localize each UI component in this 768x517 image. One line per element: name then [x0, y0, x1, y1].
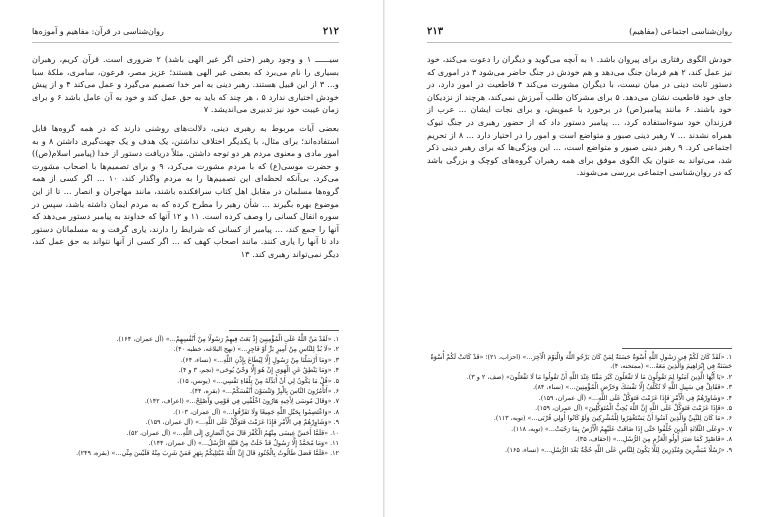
footnote-rule — [622, 348, 732, 349]
footnote: ۶. «أَتَأْمُرُونَ النَّاسَ بِالْبِرِّ وَتَنْسَوْنَ أَنْفُسَكُمْ...» (بقره، ۴۴). — [190, 387, 339, 396]
left-running-header — [32, 26, 339, 43]
right-footnotes — [427, 340, 732, 456]
footnote: ۱. «لَقَدْ مَنَّ اللَّهُ عَلَى الْمُؤْمِنِينَ إِذْ بَعَثَ فِيهِمْ رَسُولًا مِنْ أَنْفُسِهِمْ...» (آل عمران، ۱۶۴). — [116, 335, 339, 343]
left-paragraph-2: بعضی آیات مربوط به رهبری دینی، دلالت‌های روشنی دارند که در همه گروه‌ها قابل استفاده‌اند؛ برای مثال، با یکدیگر اختلاف نداشتن، یک هدف و یک جهت‌گیری داشتن ۸ و به امور مادی و معنوی مردم هر دو توجه داشتن. مثلاً دریافت دستور از خدا (پیامبر اسلام‌(ص)) و حضرت موسی(ع) که با مردم مشورت می‌کرد، ۹ و برای تصمیم‌ها با اصحاب مشورت می‌کرد. بی‌آنکه لحظه‌ای این تصمیم‌ها را به مردم واگذار کند، ۱۰ ... اگر کسی از همه گروه‌ها مسلمان در مقابل اهل کتاب سرافکنده باشند، مانند مهاجران و انصار ... تا از این موضوع بهره بگیرند ... شأن رهبر را مطرح کرده که به مردم ایمان داشته باشد، سپس در سوره انفال کسانی را وصف کرده است. ۱۱ و ۱۲ آنها که خداوند به پیامبر دستور می‌دهد که آنها را جمع کند، ... پیامبر از کسانی که شرایط را دارند، یاری گرفت و به مسلمانان دستور داد تا آنها را یاری کنند. مانند اصحاب کهف که ... اگر کسی از آنها نتواند به حق عمل کند، دیگر نمی‌تواند رهبری کند. ۱۳ — [32, 122, 339, 259]
right-running-header — [427, 26, 732, 43]
footnote: ۹. «رُسُلًا مُبَشِّرِينَ وَمُنْذِرِينَ لِئَلَّا يَكُونَ لِلنَّاسِ عَلَى اللَّهِ حُجَّةٌ بَعْدَ الرُّسُلِ...» (نساء، ۱۶۵). — [504, 445, 732, 454]
footnote: ۳. «فَقَاتِلْ فِي سَبِيلِ اللَّهِ لَا تُكَلَّفُ إِلَّا نَفْسَكَ وَحَرِّضِ الْمُؤْمِنِينَ...» (نساء، ۸۴). — [532, 383, 732, 392]
right-body-text — [427, 53, 732, 179]
footnote: ۸. «وَاعْتَصِمُوا بِحَبْلِ اللَّهِ جَمِيعًا وَلَا تَفَرَّقُوا...» (آل عمران، ۱۰۳). — [173, 407, 339, 416]
footnote: ۲. «لَا بُدَّ لِلنَّاسِ مِنْ أَمِيرٍ بَرٍّ أَوْ فَاجِرٍ...» (نهج البلاغه، خطبه ۴۰). — [173, 345, 339, 354]
left-footnote-list — [32, 335, 339, 459]
footnote: ۳. «وَمَا أَرْسَلْنَا مِنْ رَسُولٍ إِلَّا لِيُطَاعَ بِإِذْنِ اللَّهِ...» (نساء، ۶۴). — [180, 355, 339, 364]
footnote: ۸. «فَاصْبِرْ كَمَا صَبَرَ أُولُو الْعَزْمِ مِنَ الرُّسُلِ...» (احقاف، ۳۵). — [575, 435, 732, 444]
footnote: ۴. «وَمَا يَنْطِقُ عَنِ الْهَوَى إِنْ هُوَ إِلَّا وَحْيٌ يُوحَى» (نجم، ۳ و ۴). — [178, 366, 339, 375]
footnote: ۶. «مَا كَانَ لِلنَّبِيِّ وَالَّذِينَ آمَنُوا أَنْ يَسْتَغْفِرُوا لِلْمُشْرِكِينَ وَلَوْ كَانُوا أُولِي قُرْبَى...» (توبه، ۱۱۳). — [493, 414, 732, 423]
left-footnotes — [32, 322, 339, 460]
footnote: ۷. «وَعَلَى الثَّلَاثَةِ الَّذِينَ خُلِّفُوا حَتَّى إِذَا ضَاقَتْ عَلَيْهِمُ الْأَرْضُ بِمَا رَحُبَتْ...» (توبه، ۱۱۸). — [511, 424, 732, 433]
right-page — [385, 0, 768, 517]
right-page-number: ۲۱۳ — [427, 26, 444, 37]
footnote: ۲. «يَا أَيُّهَا الَّذِينَ آمَنُوا لِمَ تَقُولُونَ مَا لَا تَفْعَلُونَ كَبُرَ مَقْتًا عِنْدَ اللَّهِ أَنْ تَقُولُوا مَا لَا تَفْعَلُونَ» (صف، ۲ و ۳). — [466, 372, 732, 381]
footnote: ۷. «وَقَالَ مُوسَى لِأَخِيهِ هَارُونَ اخْلُفْنِي فِي قَوْمِي وَأَصْلِحْ...» (اعراف، ۱۴۲). — [144, 397, 339, 406]
footnote: ۴. «وَشَاوِرْهُمْ فِي الْأَمْرِ فَإِذَا عَزَمْتَ فَتَوَكَّلْ عَلَى اللَّهِ...» (آل عمران، ۱۵۹). — [538, 393, 732, 402]
left-paragraph-1: سیــــــ ۱ و وجود رهبر (حتی اگر غیر الهی باشد) ۲ ضروری است. قرآن کریم، رهبران بسیاری را نام می‌برد که بعضی غیر الهی هستند؛ عزیز مصر، فرعون، سامری، ملکهٔ سبا و... ۳ از این قبیل هستند. رهبر دینی به امر خدا تصمیم می‌گیرد و عمل می‌کند ۴ و از پیش خودش اختیاری ندارد ۵ ، هر چند که باید به حق عمل کند و خود به آن عامل باشد ۶ و برای زمان غیبت خود نیز تدبیری می‌اندیشد. ۷ — [32, 54, 340, 115]
footnote-rule — [229, 330, 339, 331]
left-page-number: ۲۱۲ — [322, 26, 339, 37]
footnote: ۱۲. «فَلَمَّا فَصَلَ طَالُوتُ بِالْجُنُودِ قَالَ إِنَّ اللَّهَ مُبْتَلِيكُمْ بِنَهَرٍ فَمَنْ شَرِبَ مِنْهُ فَلَيْسَ مِنِّي...» (بقره، ۲۴۹). — [76, 449, 339, 458]
footnote: ۵. «قُلْ مَا يَكُونُ لِي أَنْ أُبَدِّلَهُ مِنْ تِلْقَاءِ نَفْسِي...» (یونس، ۱۵). — [177, 376, 339, 385]
footnote: ۱۰. «فَلَمَّا أَحَسَّ عِيسَى مِنْهُمُ الْكُفْرَ قَالَ مَنْ أَنْصَارِي إِلَى اللَّهِ...» (آل عمران، ۵۲). — [126, 428, 339, 437]
footnote: ۱. «لَقَدْ كَانَ لَكُمْ فِي رَسُولِ اللَّهِ أُسْوَةٌ حَسَنَةٌ لِمَنْ كَانَ يَرْجُو اللَّهَ وَالْيَوْمَ الْآخِرَ...» (احزاب، ۲۱)؛ «قَدْ كَانَتْ لَكُمْ أُسْوَةٌ حَسَنَةٌ فِي إِبْرَاهِيمَ وَالَّذِينَ مَعَهُ...» (ممتحنه، ۴). — [430, 353, 732, 371]
footnote: ۱۱. «وَمَا مُحَمَّدٌ إِلَّا رَسُولٌ قَدْ خَلَتْ مِنْ قَبْلِهِ الرُّسُلُ...» (آل عمران، ۱۴۴). — [148, 439, 339, 448]
right-footnote-list — [427, 353, 732, 455]
left-page — [0, 0, 383, 517]
right-paragraph-1: خودش الگوی رفتاری برای پیروان باشد. ۱ به آنچه می‌گوید و دیگران را دعوت می‌کند، خود نیز عمل کند، ۲ هم فرمان جنگ می‌دهد و هم خودش در جنگ حاضر می‌شود ۳ در اموری که دستور ثابت دینی در میان نیست، با دیگران مشورت می‌کند ۴ قاطعیت در امور دارد، در جای خود قاطعیت نشان می‌دهد. ۵ برای مشرکان طلب آمرزش نمی‌کند، هرچند از نزدیکان خود باشند. ۶ مانند پیامبر(ص) در برخورد با عمویش، و برای نجات ایشان ... عرب از فرزندان خود سوءاستفاده کرد، ... پیامبر دستور داد که از حضور رهبری در جنگ تبوک همراه نشدند ... ۷ رهبر دینی صبور و متواضع است و امور را در اختیار دارد ... ۸ از تحریم اجتماعی کرد. ۹ رهبر دینی صبور و متواضع است، ... این ویژگی‌ها که برای رهبر دینی ذکر شد، می‌تواند به عنوان یک الگوی موفق برای همه رهبران گروه‌های کوچک و بزرگی باشد که در روان‌شناسی اجتماعی بررسی می‌شوند. — [427, 54, 732, 178]
right-running-title: روان‌شناسی اجتماعی (مفاهیم) — [629, 27, 732, 36]
left-body-text — [32, 53, 339, 261]
footnote: ۵. «فَإِذَا عَزَمْتَ فَتَوَكَّلْ عَلَى اللَّهِ إِنَّ اللَّهَ يُحِبُّ الْمُتَوَكِّلِينَ» (آل عمران، ۱۵۹). — [535, 404, 732, 413]
left-running-title: روان‌شناسی در قرآن: مفاهیم و آموزه‌ها — [32, 27, 164, 36]
footnote: ۹. «وَشَاوِرْهُمْ فِي الْأَمْرِ فَإِذَا عَزَمْتَ فَتَوَكَّلْ عَلَى اللَّهِ...» (آل عمران، ۱۵۹). — [145, 418, 339, 427]
